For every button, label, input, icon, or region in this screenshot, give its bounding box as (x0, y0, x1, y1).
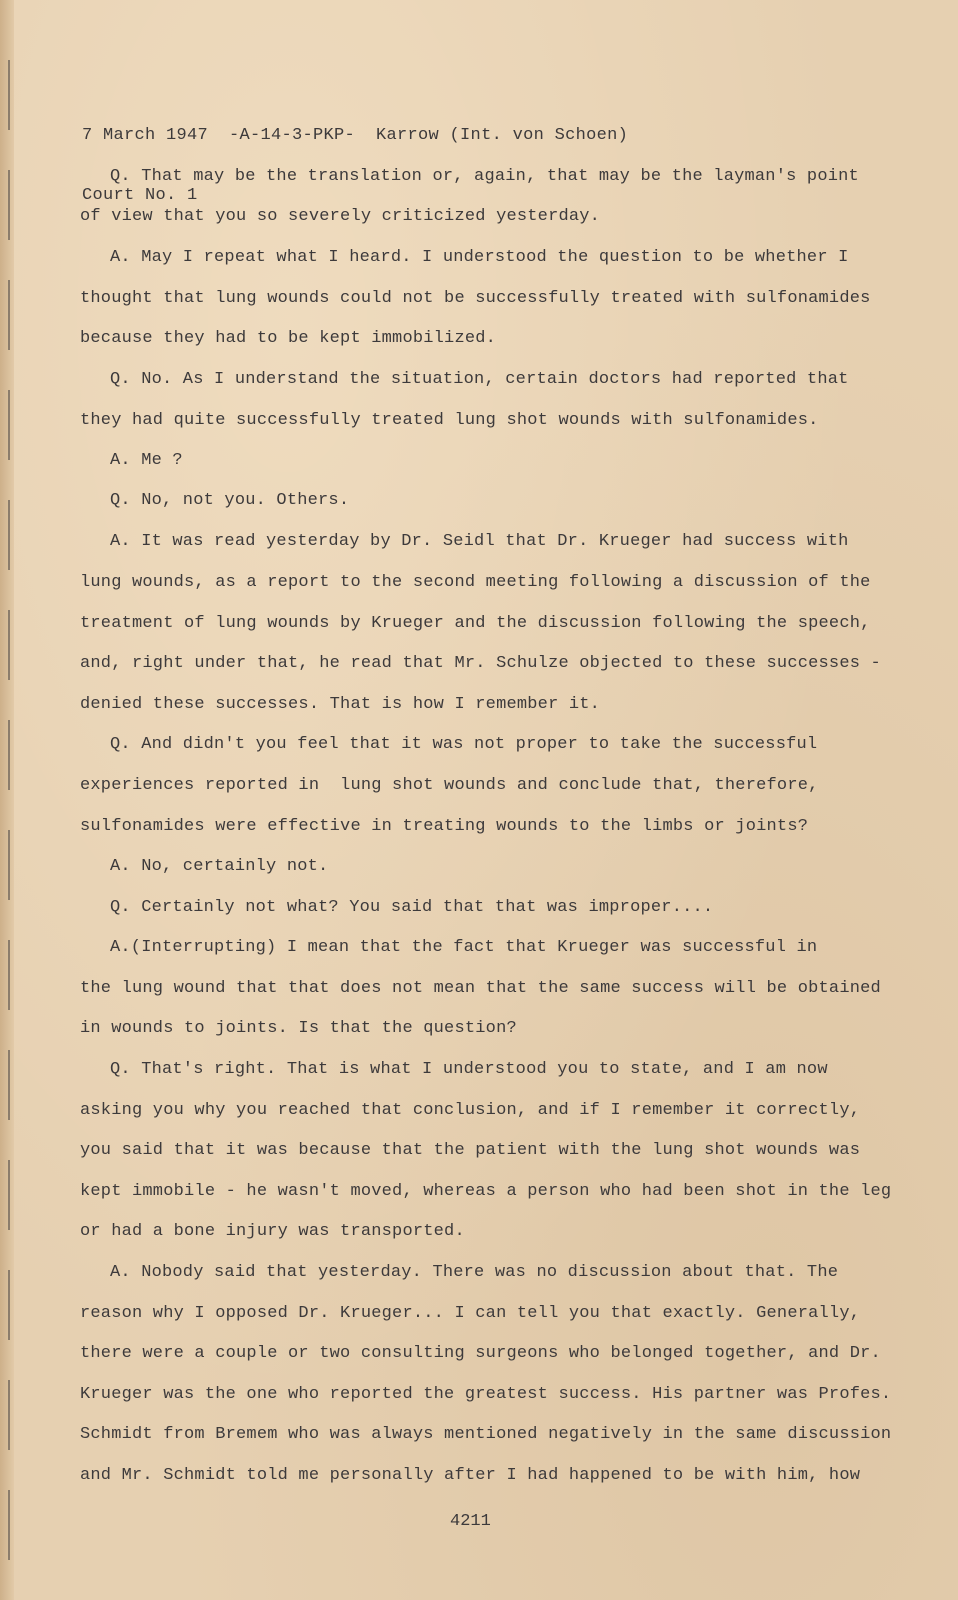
text-line: Q. And didn't you feel that it was not proper to take the successful (110, 735, 818, 754)
text-line: Q. That's right. That is what I understood you to state, and I am now (110, 1060, 828, 1079)
text-line: kept immobile - he wasn't moved, whereas a person who had been shot in the leg (80, 1182, 892, 1201)
text-line: A. No, certainly not. (110, 857, 329, 876)
text-line: Schmidt from Bremem who was always mentioned negatively in the same discussion (80, 1425, 892, 1444)
text-line: A. Nobody said that yesterday. There was no discussion about that. The (110, 1263, 839, 1282)
text-line: Q. No, not you. Others. (110, 491, 350, 510)
text-line: or had a bone injury was transported. (80, 1222, 465, 1241)
text-line: asking you why you reached that conclusion, and if I remember it correctly, (80, 1101, 861, 1120)
text-line: A. May I repeat what I heard. I understood the question to be whether I (110, 248, 849, 267)
text-line: and Mr. Schmidt told me personally after I had happened to be with him, how (80, 1466, 861, 1485)
text-line: sulfonamides were effective in treating wounds to the limbs or joints? (80, 817, 809, 836)
text-line: in wounds to joints. Is that the question? (80, 1019, 517, 1038)
text-line: treatment of lung wounds by Krueger and the discussion following the speech, (80, 614, 871, 633)
page-number: 4211 (450, 1512, 491, 1531)
text-line: denied these successes. That is how I remember it. (80, 695, 601, 714)
binding-edge (0, 0, 14, 1600)
text-line: Q. No. As I understand the situation, certain doctors had reported that (110, 370, 849, 389)
header-line-court: Court No. 1 (82, 186, 198, 205)
text-line: thought that lung wounds could not be successfully treated with sulfonamides (80, 289, 871, 308)
text-line: A. Me ? (110, 451, 183, 470)
text-line: A.(Interrupting) I mean that the fact that Krueger was successful in (110, 938, 818, 957)
text-line: the lung wound that that does not mean that the same success will be obtained (80, 979, 881, 998)
text-line: they had quite successfully treated lung shot wounds with sulfonamides. (80, 411, 819, 430)
text-line: of view that you so severely criticized yesterday. (80, 207, 601, 226)
text-line: experiences reported in lung shot wounds and conclude that, therefore, (80, 776, 819, 795)
text-line: there were a couple or two consulting surgeons who belonged together, and Dr. (80, 1344, 881, 1363)
text-line: Q. Certainly not what? You said that that was improper.... (110, 898, 714, 917)
text-line: A. It was read yesterday by Dr. Seidl that Dr. Krueger had success with (110, 532, 849, 551)
text-line: Krueger was the one who reported the greatest success. His partner was Profes. (80, 1385, 892, 1404)
text-line: and, right under that, he read that Mr. Schulze objected to these successes - (80, 654, 881, 673)
text-line: Q. That may be the translation or, again, that may be the layman's point (110, 167, 859, 186)
text-line: because they had to be kept immobilized. (80, 329, 497, 348)
header-line-date-and-reference: 7 March 1947 -A-14-3-PKP- Karrow (Int. von Schoen) (82, 126, 629, 145)
binding-mark (8, 60, 10, 1560)
text-line: lung wounds, as a report to the second meeting following a discussion of the (80, 573, 871, 592)
text-line: you said that it was because that the patient with the lung shot wounds was (80, 1141, 861, 1160)
text-line: reason why I opposed Dr. Krueger... I can tell you that exactly. Generally, (80, 1304, 861, 1323)
